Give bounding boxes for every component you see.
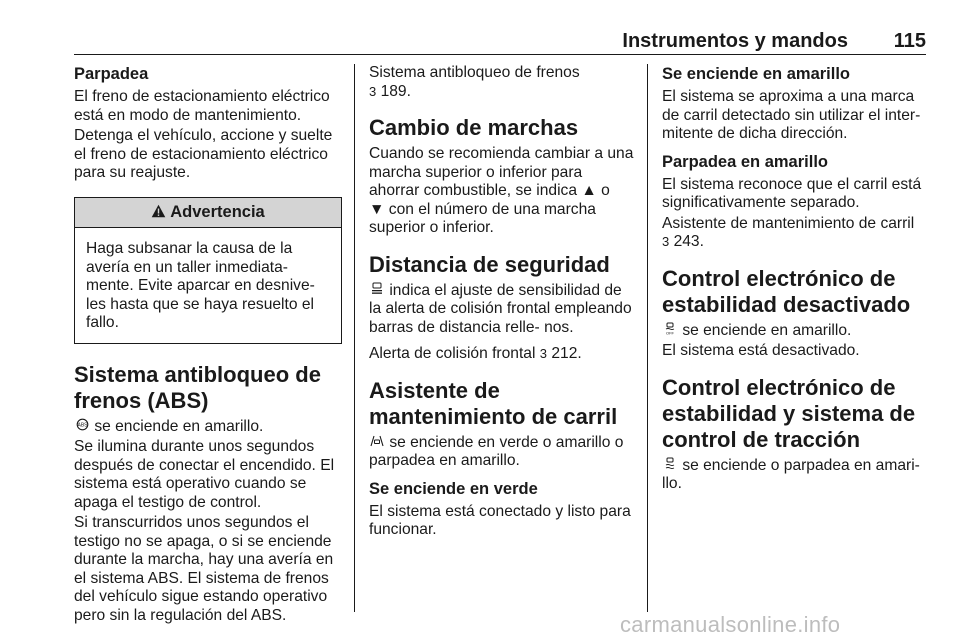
abs-paragraph-3: Si transcurridos unos segundos el testigo no se apaga, o si se enciende durante la marcha, hay una avería en el sistema ABS. El sistema de frenos del vehículo sigue estando operativo pero sin la regulación del ABS. xyxy=(74,514,334,624)
asistente-heading: Asistente de mantenimiento de carril xyxy=(369,377,618,429)
abs-paragraph-1-text: se enciende en amarillo. xyxy=(90,417,264,435)
column-2 xyxy=(369,64,635,548)
abs-paragraph-1 xyxy=(74,418,342,437)
warning-header xyxy=(75,198,341,229)
abs-heading: Sistema antibloqueo de frenos (ABS) xyxy=(74,361,321,413)
svg-text:OFF: OFF xyxy=(666,330,674,335)
column-divider-1 xyxy=(354,64,355,612)
warning-text: Haga subsanar la causa de la avería en un taller inmediata- mente. Evite aparcar en desnive- les hasta que se haya resuelto el fallo. xyxy=(86,240,315,331)
esc-tc-heading: Control electrónico de estabilidad y sistema de control de tracción xyxy=(662,374,916,452)
reference-arrow-icon: 3 xyxy=(369,83,377,99)
warning-triangle-icon xyxy=(151,203,170,221)
parpadea-amarillo-heading: Parpadea en amarillo xyxy=(662,152,828,171)
column-3 xyxy=(662,64,930,502)
warning-title: Advertencia xyxy=(170,202,265,221)
column-1 xyxy=(74,64,342,633)
asistente-text: se enciende en verde o amarillo o parpadea en amarillo. xyxy=(369,433,624,469)
column-divider-2 xyxy=(647,64,648,612)
verde-paragraph: El sistema está conectado y listo para funcionar. xyxy=(369,502,631,538)
esc-icon xyxy=(662,457,678,476)
asistente-reference-page[interactable]: 243. xyxy=(673,233,704,250)
parpadea-paragraph-1: El freno de estacionamiento eléctrico está en modo de mantenimiento. xyxy=(74,88,330,124)
abs-paragraph-2: Se ilumina durante unos segundos después de conectar el encendido. El sistema está operativo cuando se apaga el testigo de control. xyxy=(74,438,335,511)
reference-arrow-icon: 3 xyxy=(539,346,547,361)
esc-tc-paragraph xyxy=(662,457,930,494)
svg-text:ABS: ABS xyxy=(76,422,88,429)
asistente-reference-text: Asistente de mantenimiento de carril xyxy=(662,214,915,232)
amarillo-paragraph: El sistema se aproxima a una marca de carril detectado sin utilizar el inter- mitente de dicha dirección. xyxy=(662,88,921,142)
esc-off-icon xyxy=(662,322,678,341)
cambio-text-b: con el número de una marcha superior o inferior. xyxy=(369,200,596,236)
lane-keep-icon xyxy=(369,434,385,453)
esc-off-heading: Control electrónico de estabilidad desactivado xyxy=(662,265,911,317)
following-distance-icon xyxy=(369,282,385,301)
alerta-reference-text: Alerta de colisión frontal xyxy=(369,345,540,362)
esc-tc-text: se enciende o parpadea en amari- llo. xyxy=(662,456,920,492)
page-number: 115 xyxy=(893,30,926,52)
verde-heading: Se enciende en verde xyxy=(369,479,538,498)
amarillo-heading: Se enciende en amarillo xyxy=(662,65,850,83)
abs-icon xyxy=(74,418,90,437)
parpadea-amarillo-paragraph: El sistema reconoce que el carril está significativamente separado. xyxy=(662,175,922,211)
asistente-paragraph xyxy=(369,434,635,471)
cambio-heading: Cambio de marchas xyxy=(369,115,579,140)
reference-arrow-icon: 3 xyxy=(662,234,670,249)
cambio-text-o: o xyxy=(596,182,610,199)
distancia-heading: Distancia de seguridad xyxy=(369,251,610,277)
shift-up-icon: ▲ xyxy=(581,182,597,199)
shift-down-icon: ▼ xyxy=(369,200,385,218)
parpadea-paragraph-2: Detenga el vehículo, accione y suelte el freno de estacionamiento eléctrico para su reajuste. xyxy=(74,127,333,181)
page-title: Instrumentos y mandos xyxy=(622,30,848,52)
esc-off-paragraph-2: El sistema está desactivado. xyxy=(662,342,860,359)
alerta-reference-page[interactable]: 212. xyxy=(551,345,582,362)
asistente-reference xyxy=(662,215,930,252)
cambio-paragraph xyxy=(369,145,635,238)
abs-reference-page[interactable]: 189. xyxy=(380,82,411,100)
esc-off-paragraph-1 xyxy=(662,322,930,341)
watermark: carmanualsonline.info xyxy=(620,612,841,637)
cambio-text-a: Cuando se recomienda cambiar a una marcha superior o inferior para ahorrar combustible, se indica xyxy=(369,145,634,199)
distancia-paragraph xyxy=(369,282,635,338)
esc-off-text: se enciende en amarillo. xyxy=(678,321,852,339)
warning-box xyxy=(74,197,342,344)
parpadea-heading: Parpadea xyxy=(74,65,149,83)
abs-reference-text: Sistema antibloqueo de frenos xyxy=(369,64,580,81)
distancia-text: indica el ajuste de sensibilidad de la alerta de colisión frontal empleando barras de distancia relle- nos. xyxy=(369,281,632,336)
page-header xyxy=(74,30,926,52)
abs-reference xyxy=(369,64,635,101)
header-rule xyxy=(74,54,926,55)
alerta-reference xyxy=(369,345,635,364)
